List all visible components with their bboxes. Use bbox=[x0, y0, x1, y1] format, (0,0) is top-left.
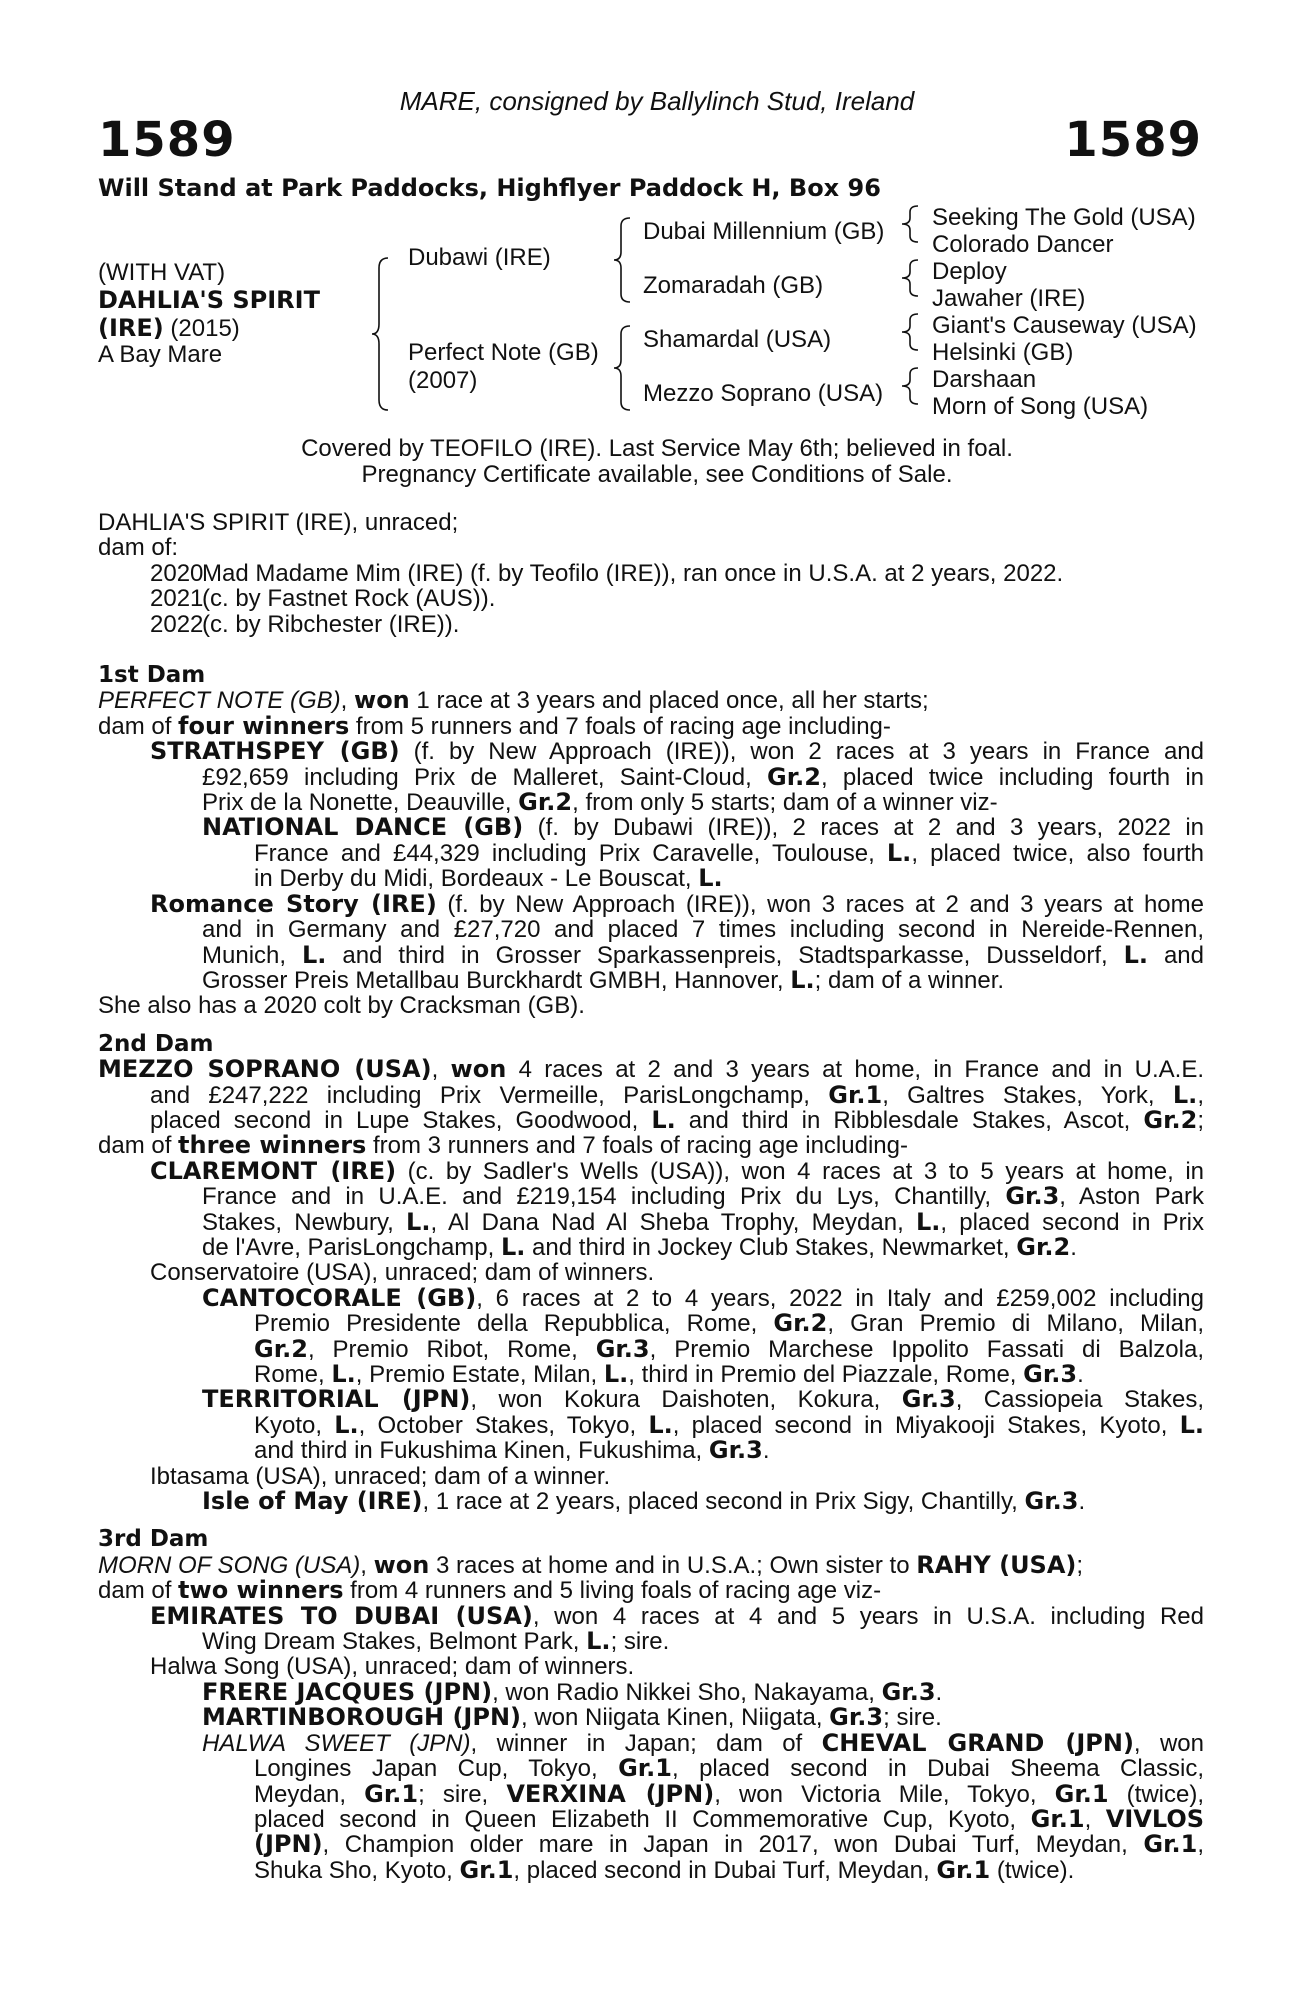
sire-name: Dubawi (IRE) bbox=[408, 244, 551, 271]
produce-text: (c. by Fastnet Rock (AUS)). bbox=[202, 585, 496, 613]
national-dance-entry: in Derby du Midi, Bordeaux - Le Bouscat, L. bbox=[254, 864, 723, 893]
sire-sire: Dubai Millennium (GB) bbox=[643, 218, 885, 245]
pedigree-brace-main bbox=[376, 258, 390, 410]
claremont-entry: Stakes, Newbury, L., Al Dana Nad Al Sheba Trophy, Meydan, L., placed second in Prix bbox=[202, 1207, 1205, 1236]
first-dam-line: dam of four winners from 5 runners and 7 foals of racing age including- bbox=[98, 711, 891, 740]
second-dam-line: and £247,222 including Prix Vermeille, ParisLongchamp, Gr.1, Galtres Stakes, York, L., bbox=[150, 1080, 1204, 1109]
halwa-sweet-entry: Longines Japan Cup, Tokyo, Gr.1, placed second in Dubai Sheema Classic, bbox=[254, 1754, 1205, 1783]
consignment-line: MARE, consigned by Ballylinch Stud, Ireland bbox=[399, 86, 915, 116]
pedigree-brace-sd bbox=[906, 260, 920, 296]
second-dam-line: dam of three winners from 3 runners and 7 foals of racing age including- bbox=[98, 1131, 908, 1160]
conservatoire-entry: Conservatoire (USA), unraced; dam of winners. bbox=[150, 1259, 655, 1287]
dam-name: Perfect Note (GB) bbox=[408, 339, 599, 366]
claremont-entry: de l'Avre, ParisLongchamp, L. and third in Jockey Club Stakes, Newmarket, Gr.2. bbox=[202, 1232, 1077, 1261]
ggs-3: Giant's Causeway (USA) bbox=[932, 312, 1197, 339]
ggd-3: Helsinki (GB) bbox=[932, 339, 1074, 366]
pedigree-brace-ds bbox=[906, 314, 920, 350]
first-dam-line: PERFECT NOTE (GB), won 1 race at 3 years and placed once, all her starts; bbox=[98, 686, 929, 715]
horse-name: DAHLIA'S SPIRIT bbox=[98, 286, 320, 314]
lot-number-left: 1589 bbox=[98, 112, 236, 168]
cantocorale-entry: CANTOCORALE (GB), 6 races at 2 to 4 years, 2022 in Italy and £259,002 including bbox=[202, 1283, 1205, 1312]
dam-dam: Mezzo Soprano (USA) bbox=[643, 380, 884, 407]
halwa-sweet-entry: Meydan, Gr.1; sire, VERXINA (JPN), won Victoria Mile, Tokyo, Gr.1 (twice), bbox=[254, 1779, 1204, 1808]
third-dam-line: MORN OF SONG (USA), won 3 races at home and in U.S.A.; Own sister to RAHY (USA); bbox=[98, 1550, 1084, 1579]
lot-number-right: 1589 bbox=[1064, 112, 1202, 168]
produce-intro: DAHLIA'S SPIRIT (IRE), unraced; bbox=[98, 509, 459, 536]
romance-story-entry: Grosser Preis Metallbau Burckhardt GMBH, Hannover, L.; dam of a winner. bbox=[202, 965, 1005, 994]
romance-story-entry: Munich, L. and third in Grosser Sparkassenpreis, Stadtsparkasse, Dusseldorf, L. and bbox=[202, 940, 1204, 969]
claremont-entry: France and in U.A.E. and £219,154 including Prix du Lys, Chantilly, Gr.3, Aston Park bbox=[202, 1182, 1204, 1211]
produce-item bbox=[98, 586, 1204, 611]
strathspey-entry: Prix de la Nonette, Deauville, Gr.2, from only 5 starts; dam of a winner viz- bbox=[202, 788, 998, 817]
produce-year: 2022 bbox=[150, 610, 204, 638]
cantocorale-entry: Rome, L., Premio Estate, Milan, L., third in Premio del Piazzale, Rome, Gr.3. bbox=[254, 1360, 1084, 1388]
sire-dam: Zomaradah (GB) bbox=[643, 272, 824, 299]
catalogue-body bbox=[98, 510, 1204, 1883]
ggs-4: Darshaan bbox=[932, 366, 1037, 393]
horse-year: (2015) bbox=[163, 315, 240, 342]
horse-description: A Bay Mare bbox=[98, 341, 223, 368]
emirates-to-dubai-entry: EMIRATES TO DUBAI (USA), won 4 races at 4 and 5 years in U.S.A. including Red bbox=[150, 1601, 1204, 1630]
dam-sire: Shamardal (USA) bbox=[643, 326, 832, 353]
ggs-2: Deploy bbox=[932, 258, 1007, 285]
produce-item bbox=[98, 561, 1204, 586]
pedigree-brace-dam bbox=[618, 326, 632, 410]
produce-item bbox=[98, 612, 1204, 637]
third-dam-heading: 3rd Dam bbox=[98, 1526, 209, 1553]
territorial-entry: Kyoto, L., October Stakes, Tokyo, L., placed second in Miyakooji Stakes, Kyoto, L. bbox=[254, 1410, 1204, 1439]
horse-country: (IRE) bbox=[98, 314, 164, 342]
claremont-entry: CLAREMONT (IRE) (c. by Sadler's Wells (USA)), won 4 races at 3 to 5 years at home, in bbox=[150, 1156, 1205, 1185]
vat-note: (WITH VAT) bbox=[98, 259, 226, 286]
strathspey-entry: £92,659 including Prix de Malleret, Saint-Cloud, Gr.2, placed twice including fourth in bbox=[202, 762, 1204, 791]
halwa-sweet-entry: HALWA SWEET (JPN), winner in Japan; dam of CHEVAL GRAND (JPN), won bbox=[202, 1728, 1204, 1757]
pedigree-brace-ss bbox=[906, 206, 920, 242]
first-dam-also: She also has a 2020 colt by Cracksman (GB). bbox=[98, 992, 585, 1020]
halwa-song-entry: Halwa Song (USA), unraced; dam of winners. bbox=[150, 1653, 635, 1681]
ggd-1: Colorado Dancer bbox=[932, 231, 1114, 258]
halwa-sweet-entry: placed second in Queen Elizabeth II Commemorative Cup, Kyoto, Gr.1, VIVLOS bbox=[254, 1804, 1204, 1833]
first-dam-heading: 1st Dam bbox=[98, 662, 206, 689]
produce-dam-of: dam of: bbox=[98, 534, 179, 562]
pedigree-brace-dd bbox=[906, 368, 920, 404]
halwa-sweet-entry: Shuka Sho, Kyoto, Gr.1, placed second in Dubai Turf, Meydan, Gr.1 (twice). bbox=[254, 1855, 1075, 1884]
ibtasama-entry: Ibtasama (USA), unraced; dam of a winner. bbox=[150, 1462, 611, 1490]
ggd-4: Morn of Song (USA) bbox=[932, 393, 1149, 420]
romance-story-entry: and in Germany and £27,720 and placed 7 times including second in Nereide-Rennen, bbox=[202, 916, 1204, 944]
pedigree-brace-sire bbox=[618, 218, 632, 302]
produce-text: Mad Madame Mim (IRE) (f. by Teofilo (IRE)), ran once in U.S.A. at 2 years, 2022. bbox=[202, 559, 1064, 587]
second-dam-line: MEZZO SOPRANO (USA), won 4 races at 2 and 3 years at home, in France and in U.A.E. bbox=[98, 1055, 1205, 1084]
martinborough-entry: MARTINBOROUGH (JPN), won Niigata Kinen, Niigata, Gr.3; sire. bbox=[202, 1703, 942, 1732]
ggs-1: Seeking The Gold (USA) bbox=[932, 204, 1196, 231]
romance-story-entry: Romance Story (IRE) (f. by New Approach (IRE)), won 3 races at 2 and 3 years at home bbox=[150, 889, 1204, 918]
second-dam-heading: 2nd Dam bbox=[98, 1030, 214, 1057]
territorial-entry: and third in Fukushima Kinen, Fukushima, Gr.3. bbox=[254, 1436, 770, 1465]
national-dance-entry: France and £44,329 including Prix Caravelle, Toulouse, L., placed twice, also fourth bbox=[254, 838, 1205, 867]
produce-year: 2021 bbox=[150, 585, 204, 613]
emirates-to-dubai-entry: Wing Dream Stakes, Belmont Park, L.; sire. bbox=[202, 1627, 670, 1656]
second-dam-line: placed second in Lupe Stakes, Goodwood, L. and third in Ribblesdale Stakes, Ascot, Gr.2; bbox=[150, 1105, 1204, 1134]
produce-text: (c. by Ribchester (IRE)). bbox=[202, 610, 460, 638]
frere-jacques-entry: FRERE JACQUES (JPN), won Radio Nikkei Sho, Nakayama, Gr.3. bbox=[202, 1677, 943, 1706]
third-dam-line: dam of two winners from 4 runners and 5 living foals of racing age viz- bbox=[98, 1576, 882, 1605]
strathspey-entry: STRATHSPEY (GB) (f. by New Approach (IRE)), won 2 races at 3 years in France and bbox=[150, 737, 1204, 766]
territorial-entry: TERRITORIAL (JPN), won Kokura Daishoten, Kokura, Gr.3, Cassiopeia Stakes, bbox=[202, 1385, 1204, 1414]
isle-of-may-entry: Isle of May (IRE), 1 race at 2 years, placed second in Prix Sigy, Chantilly, Gr.3. bbox=[202, 1487, 1086, 1516]
pregnancy-line: Pregnancy Certificate available, see Conditions of Sale. bbox=[361, 461, 953, 488]
national-dance-entry: NATIONAL DANCE (GB) (f. by Dubawi (IRE)), 2 races at 2 and 3 years, 2022 in bbox=[202, 813, 1205, 842]
covered-line: Covered by TEOFILO (IRE). Last Service May 6th; believed in foal. bbox=[301, 435, 1013, 462]
horse-name-suffix bbox=[98, 314, 240, 343]
produce-year: 2020 bbox=[150, 559, 204, 587]
dam-year: (2007) bbox=[408, 367, 478, 394]
stand-location: Will Stand at Park Paddocks, Highflyer Paddock H, Box 96 bbox=[98, 174, 881, 202]
ggd-2: Jawaher (IRE) bbox=[932, 285, 1086, 312]
halwa-sweet-entry: (JPN), Champion older mare in Japan in 2017, won Dubai Turf, Meydan, Gr.1, bbox=[254, 1830, 1204, 1859]
cantocorale-entry: Premio Presidente della Repubblica, Rome, Gr.2, Gran Premio di Milano, Milan, bbox=[254, 1309, 1204, 1338]
cantocorale-entry: Gr.2, Premio Ribot, Rome, Gr.3, Premio Marchese Ippolito Fassati di Balzola, bbox=[254, 1334, 1204, 1363]
